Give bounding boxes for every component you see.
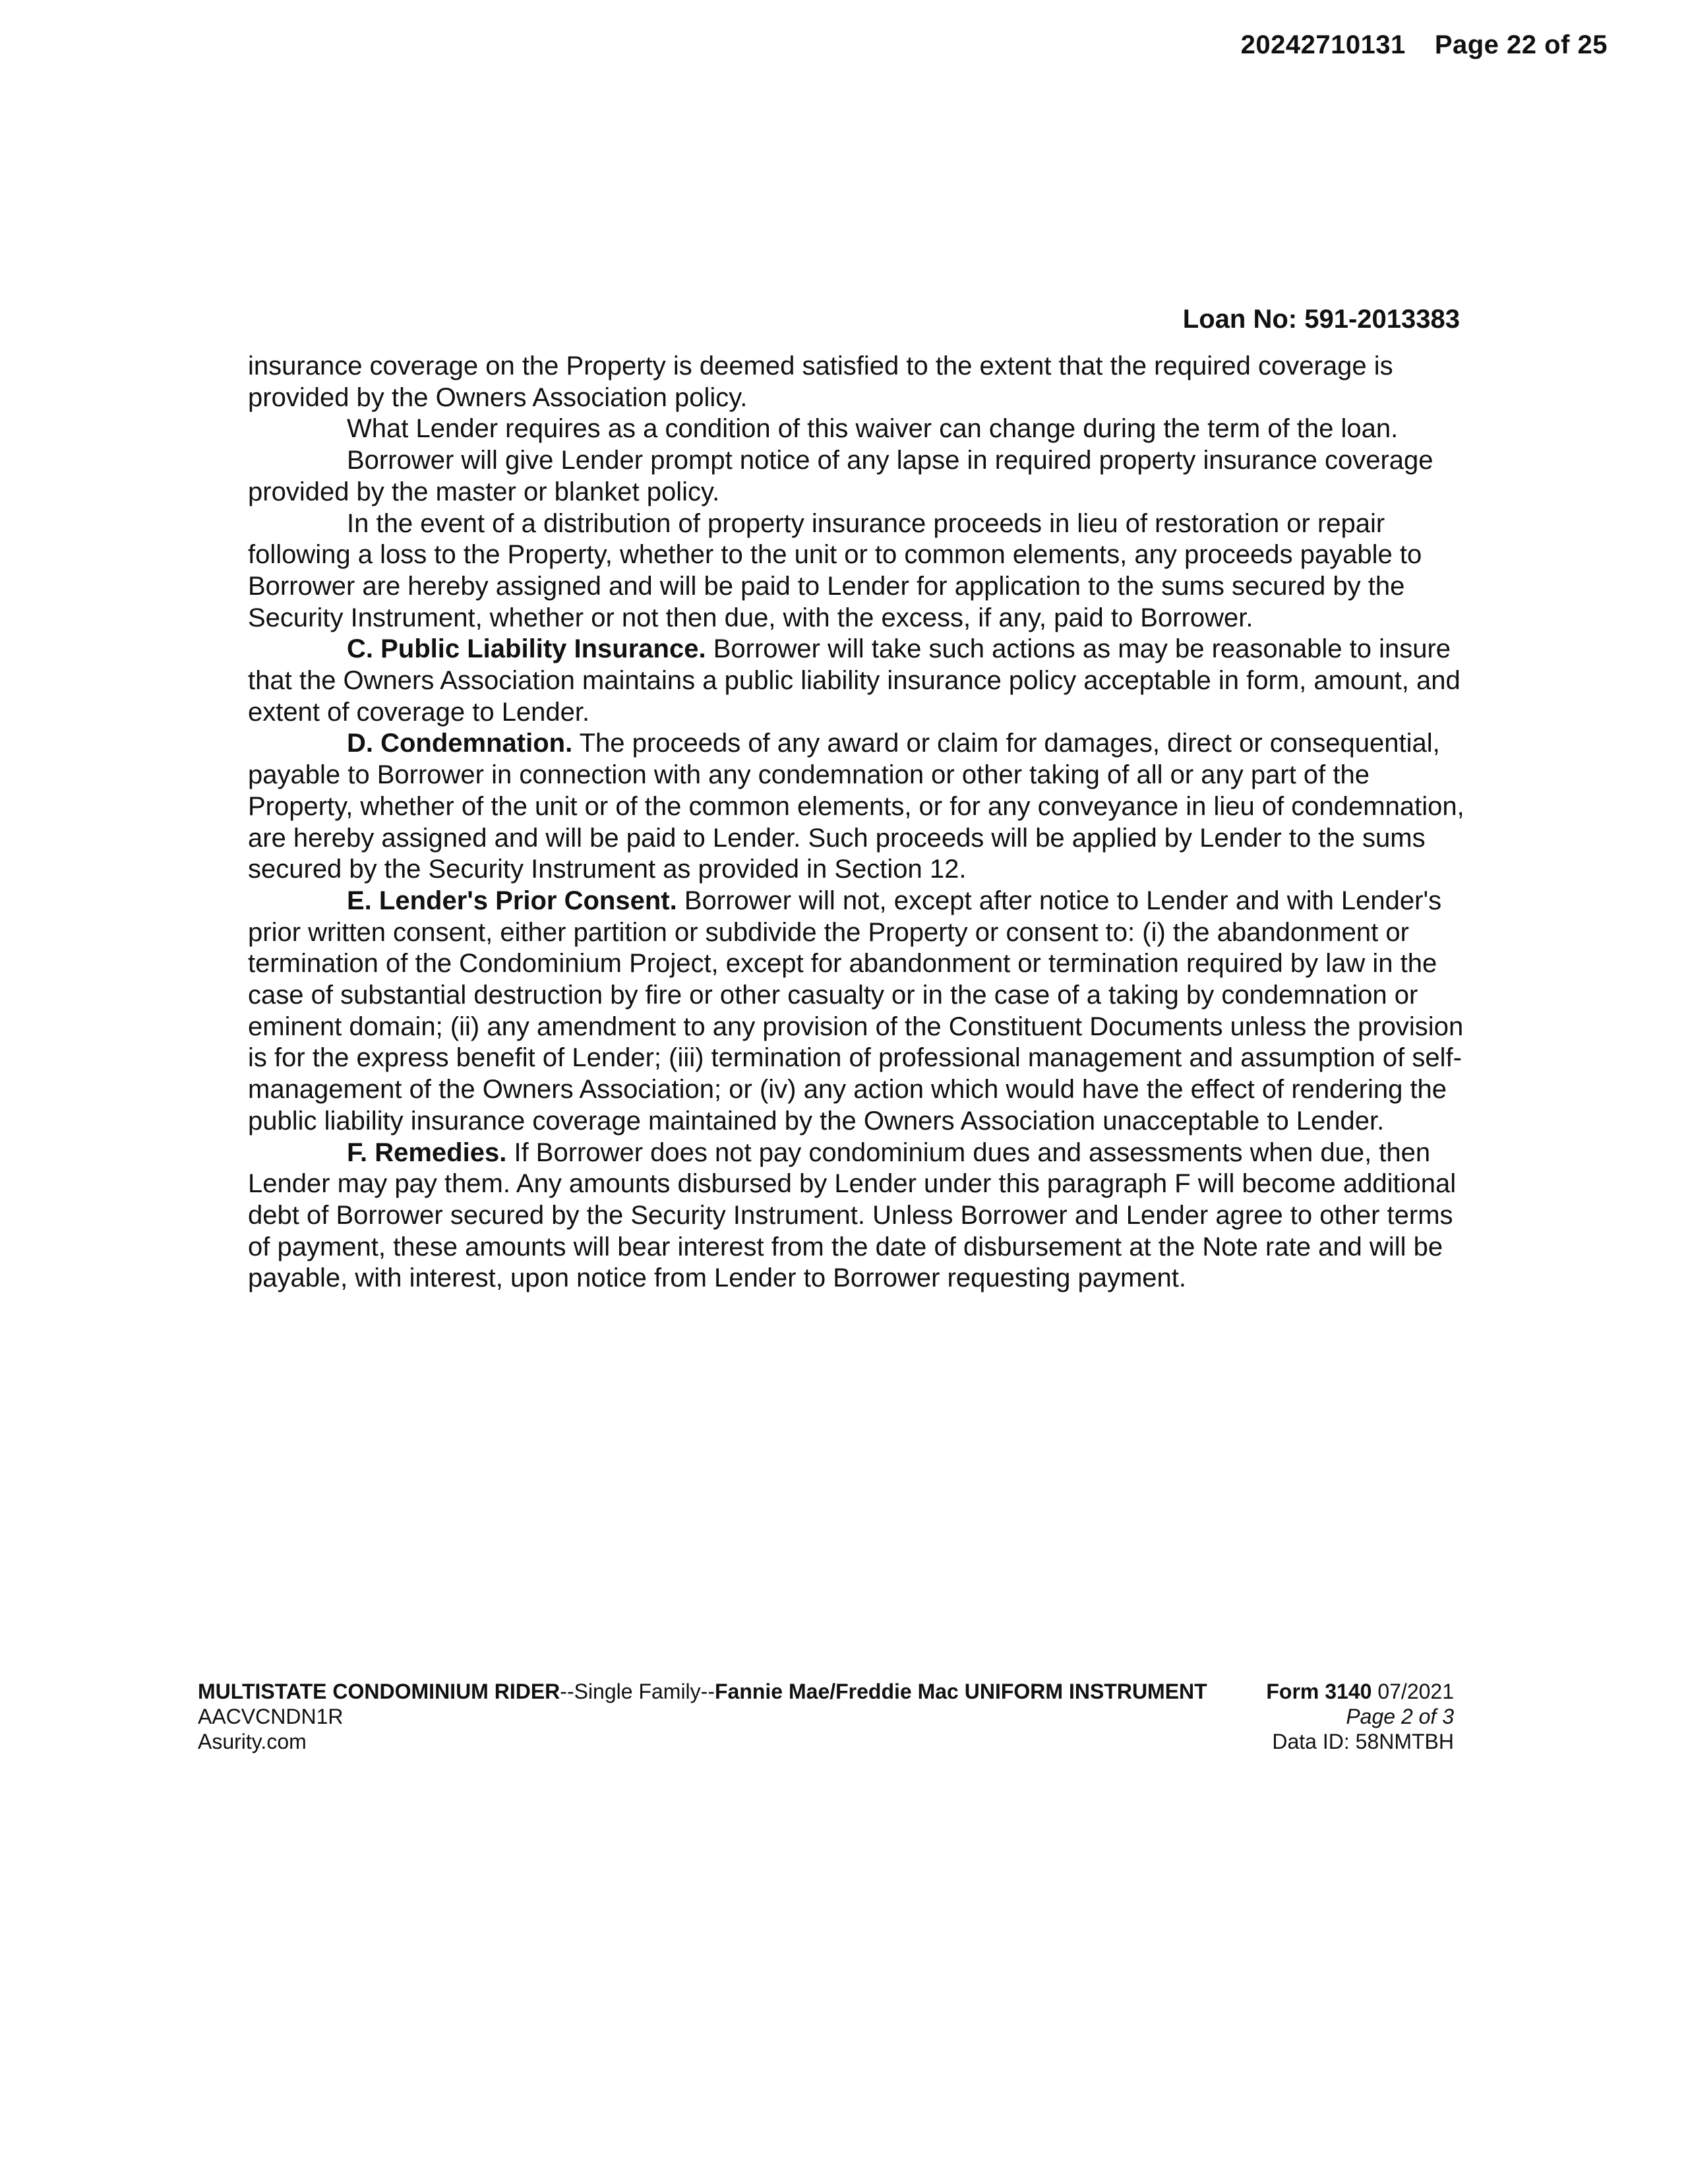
footer-data-id: Data ID: 58NMTBH [1272, 1730, 1454, 1753]
section-e-prior-consent [248, 886, 1464, 1138]
footer-row-code [198, 1704, 1454, 1729]
document-number: 20242710131 [1240, 30, 1406, 59]
footer-title-instrument: Fannie Mae/Freddie Mac UNIFORM INSTRUMENT [714, 1680, 1207, 1703]
section-f-remedies [248, 1138, 1464, 1295]
footer-row-site [198, 1729, 1454, 1754]
page-header [1241, 30, 1608, 60]
paragraph-insurance-proceeds: In the event of a distribution of property insurance proceeds in lieu of restoration or repair following a loss to the Property, whether to the unit or to common elements, any proceeds payable to Borrower are hereby assigned and will be paid to Lender for application to the sums secured by the Security Instrument, whether or not then due, with the excess, if any, paid to Borrower. [248, 508, 1422, 632]
section-d-text: The proceeds of any award or claim for damages, direct or consequential, payable to Borrower in connection with any condemnation or other taking of all or any part of the Property, whether of the unit or of the common elements, or for any conveyance in lieu of condemnation, are hereby assigned and will be paid to Lender. Such proceeds will be applied by Lender to the sums secured by the Security Instrument as provided in Section 12. [248, 729, 1464, 884]
footer-form-title [198, 1679, 1207, 1704]
rider-body [248, 351, 1464, 1294]
section-f-heading: F. Remedies. [347, 1138, 507, 1167]
page-footer [198, 1679, 1454, 1754]
loan-number: Loan No: 591-2013383 [1182, 305, 1460, 334]
section-e-text: Borrower will not, except after notice to Lender and with Lender's prior written consent, either partition or subdivide the Property or consent to: (i) the abandonment or termination of the Condominium Project, except for abandonment or termination required by law in the case of substantial destruction by fire or other casualty or in the case of a taking by condemnation or eminent domain; (ii) any amendment to any provision of the Constituent Documents unless the provision is for the express benefit of Lender; (iii) termination of professional management and assumption of self-management of the Owners Association; or (iv) any action which would have the effect of rendering the public liability insurance coverage maintained by the Owners Association unacceptable to Lender. [248, 886, 1464, 1136]
footer-page-number: Page 2 of 3 [1346, 1705, 1454, 1728]
section-c-text: Borrower will take such actions as may be reasonable to insure that the Owners Association maintains a public liability insurance policy acceptable in form, amount, and extent of coverage to Lender. [248, 634, 1461, 727]
footer-title-rider: MULTISTATE CONDOMINIUM RIDER [198, 1680, 560, 1703]
section-d-heading: D. Condemnation. [347, 729, 573, 758]
page-counter: Page 22 of 25 [1434, 30, 1608, 59]
section-c-heading: C. Public Liability Insurance. [347, 634, 706, 664]
footer-form-number [1266, 1679, 1454, 1704]
paragraph-waiver-conditions: What Lender requires as a condition of this waiver can change during the term of the loan. [347, 414, 1399, 444]
paragraph-lapse-notice: Borrower will give Lender prompt notice of any lapse in required property insurance coverage provided by the master or blanket policy. [248, 446, 1433, 506]
section-e-heading: E. Lender's Prior Consent. [347, 886, 677, 915]
footer-form-date: 07/2021 [1372, 1680, 1454, 1703]
section-c-public-liability [248, 634, 1464, 728]
footer-row-title [198, 1679, 1454, 1704]
footer-form-id: Form 3140 [1266, 1680, 1372, 1703]
section-d-condemnation [248, 728, 1464, 886]
section-f-text: If Borrower does not pay condominium dues and assessments when due, then Lender may pay them. Any amounts disbursed by Lender under this paragraph F will become additional debt of Borrower secured by the Security Instrument. Unless Borrower and Lender agree to other terms of payment, these amounts will bear interest from the date of disbursement at the Note rate and will be payable, with interest, upon notice from Lender to Borrower requesting payment. [248, 1138, 1457, 1293]
footer-vendor-site: Asurity.com [198, 1730, 307, 1753]
footer-title-family: --Single Family-- [560, 1680, 715, 1703]
footer-document-code: AACVCNDN1R [198, 1705, 344, 1728]
paragraph-insurance-coverage: insurance coverage on the Property is deemed satisfied to the extent that the required coverage is provided by the Owners Association policy. [248, 351, 1393, 412]
